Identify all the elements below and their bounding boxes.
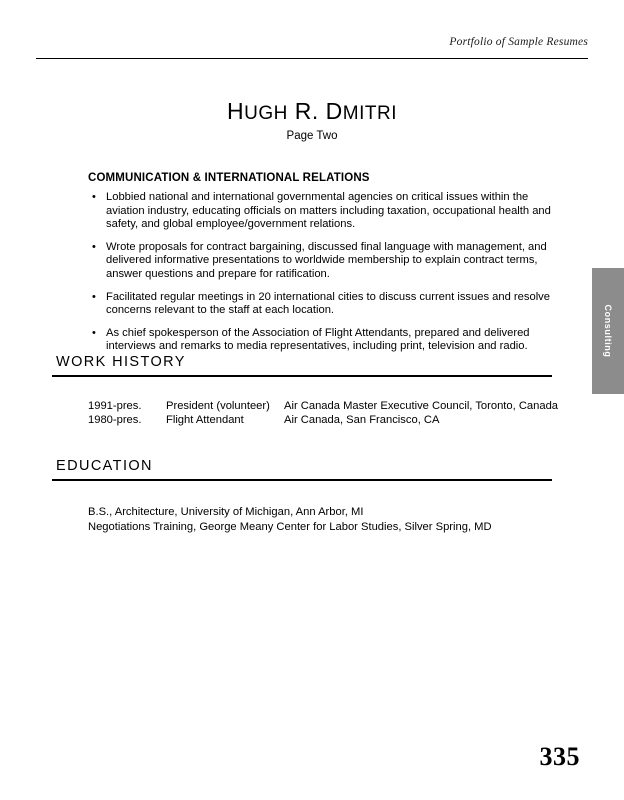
list-item: B.S., Architecture, University of Michigan, Ann Arbor, MI [88,506,364,518]
page-subtitle: Page Two [286,130,338,142]
list-item: • Wrote proposals for contract bargaining, discussed final language with management, and delivered informative presentations to worldwide membership to explain contract terms, answer questions and prepare for ratification. [88,241,556,282]
page-number: 335 [539,742,580,771]
entry-dates: 1980-pres. [88,414,142,426]
list-item: • As chief spokesperson of the Association of Flight Attendants, prepared and delivered interviews and remarks to media representatives, including print, television and radio. [88,327,556,354]
side-tab-consulting [592,268,624,394]
list-item: • Lobbied national and international governmental agencies on critical issues within the aviation industry, educating officials on matters including taxation, occupational health and safety, and global employee/government relations. [88,191,556,232]
entry-dates: 1991-pres. [88,400,142,412]
section-heading-communication: COMMUNICATION & INTERNATIONAL RELATIONS [88,172,370,184]
section-divider [52,375,552,377]
running-head: Portfolio of Sample Resumes [449,36,588,48]
work-history-entries [88,399,559,427]
section-heading-education: EDUCATION [56,458,153,474]
communication-bullet-list [88,191,556,354]
education-section [52,458,552,534]
table-row [88,413,552,427]
work-history-section [52,354,559,427]
entry-organization: Air Canada Master Executive Council, Toronto, Canada [284,400,559,412]
list-item: • Facilitated regular meetings in 20 international cities to discuss current issues and resolve concerns relevant to the staff at each location. [88,291,556,318]
side-tab-label: Consulting [603,304,613,358]
header-divider [36,58,588,59]
section-heading-work-history: WORK HISTORY [56,354,186,370]
title-block [0,98,624,142]
list-item: Negotiations Training, George Meany Center for Labor Studies, Silver Spring, MD [88,520,492,533]
page-title: HUGH R. DMITRI [227,98,397,124]
table-row [88,399,559,413]
communication-section [88,172,556,363]
entry-organization: Air Canada, San Francisco, CA [284,414,440,426]
entry-role: President (volunteer) [166,400,270,412]
entry-role: Flight Attendant [166,414,244,426]
section-divider [52,479,552,481]
education-entries [88,505,552,534]
